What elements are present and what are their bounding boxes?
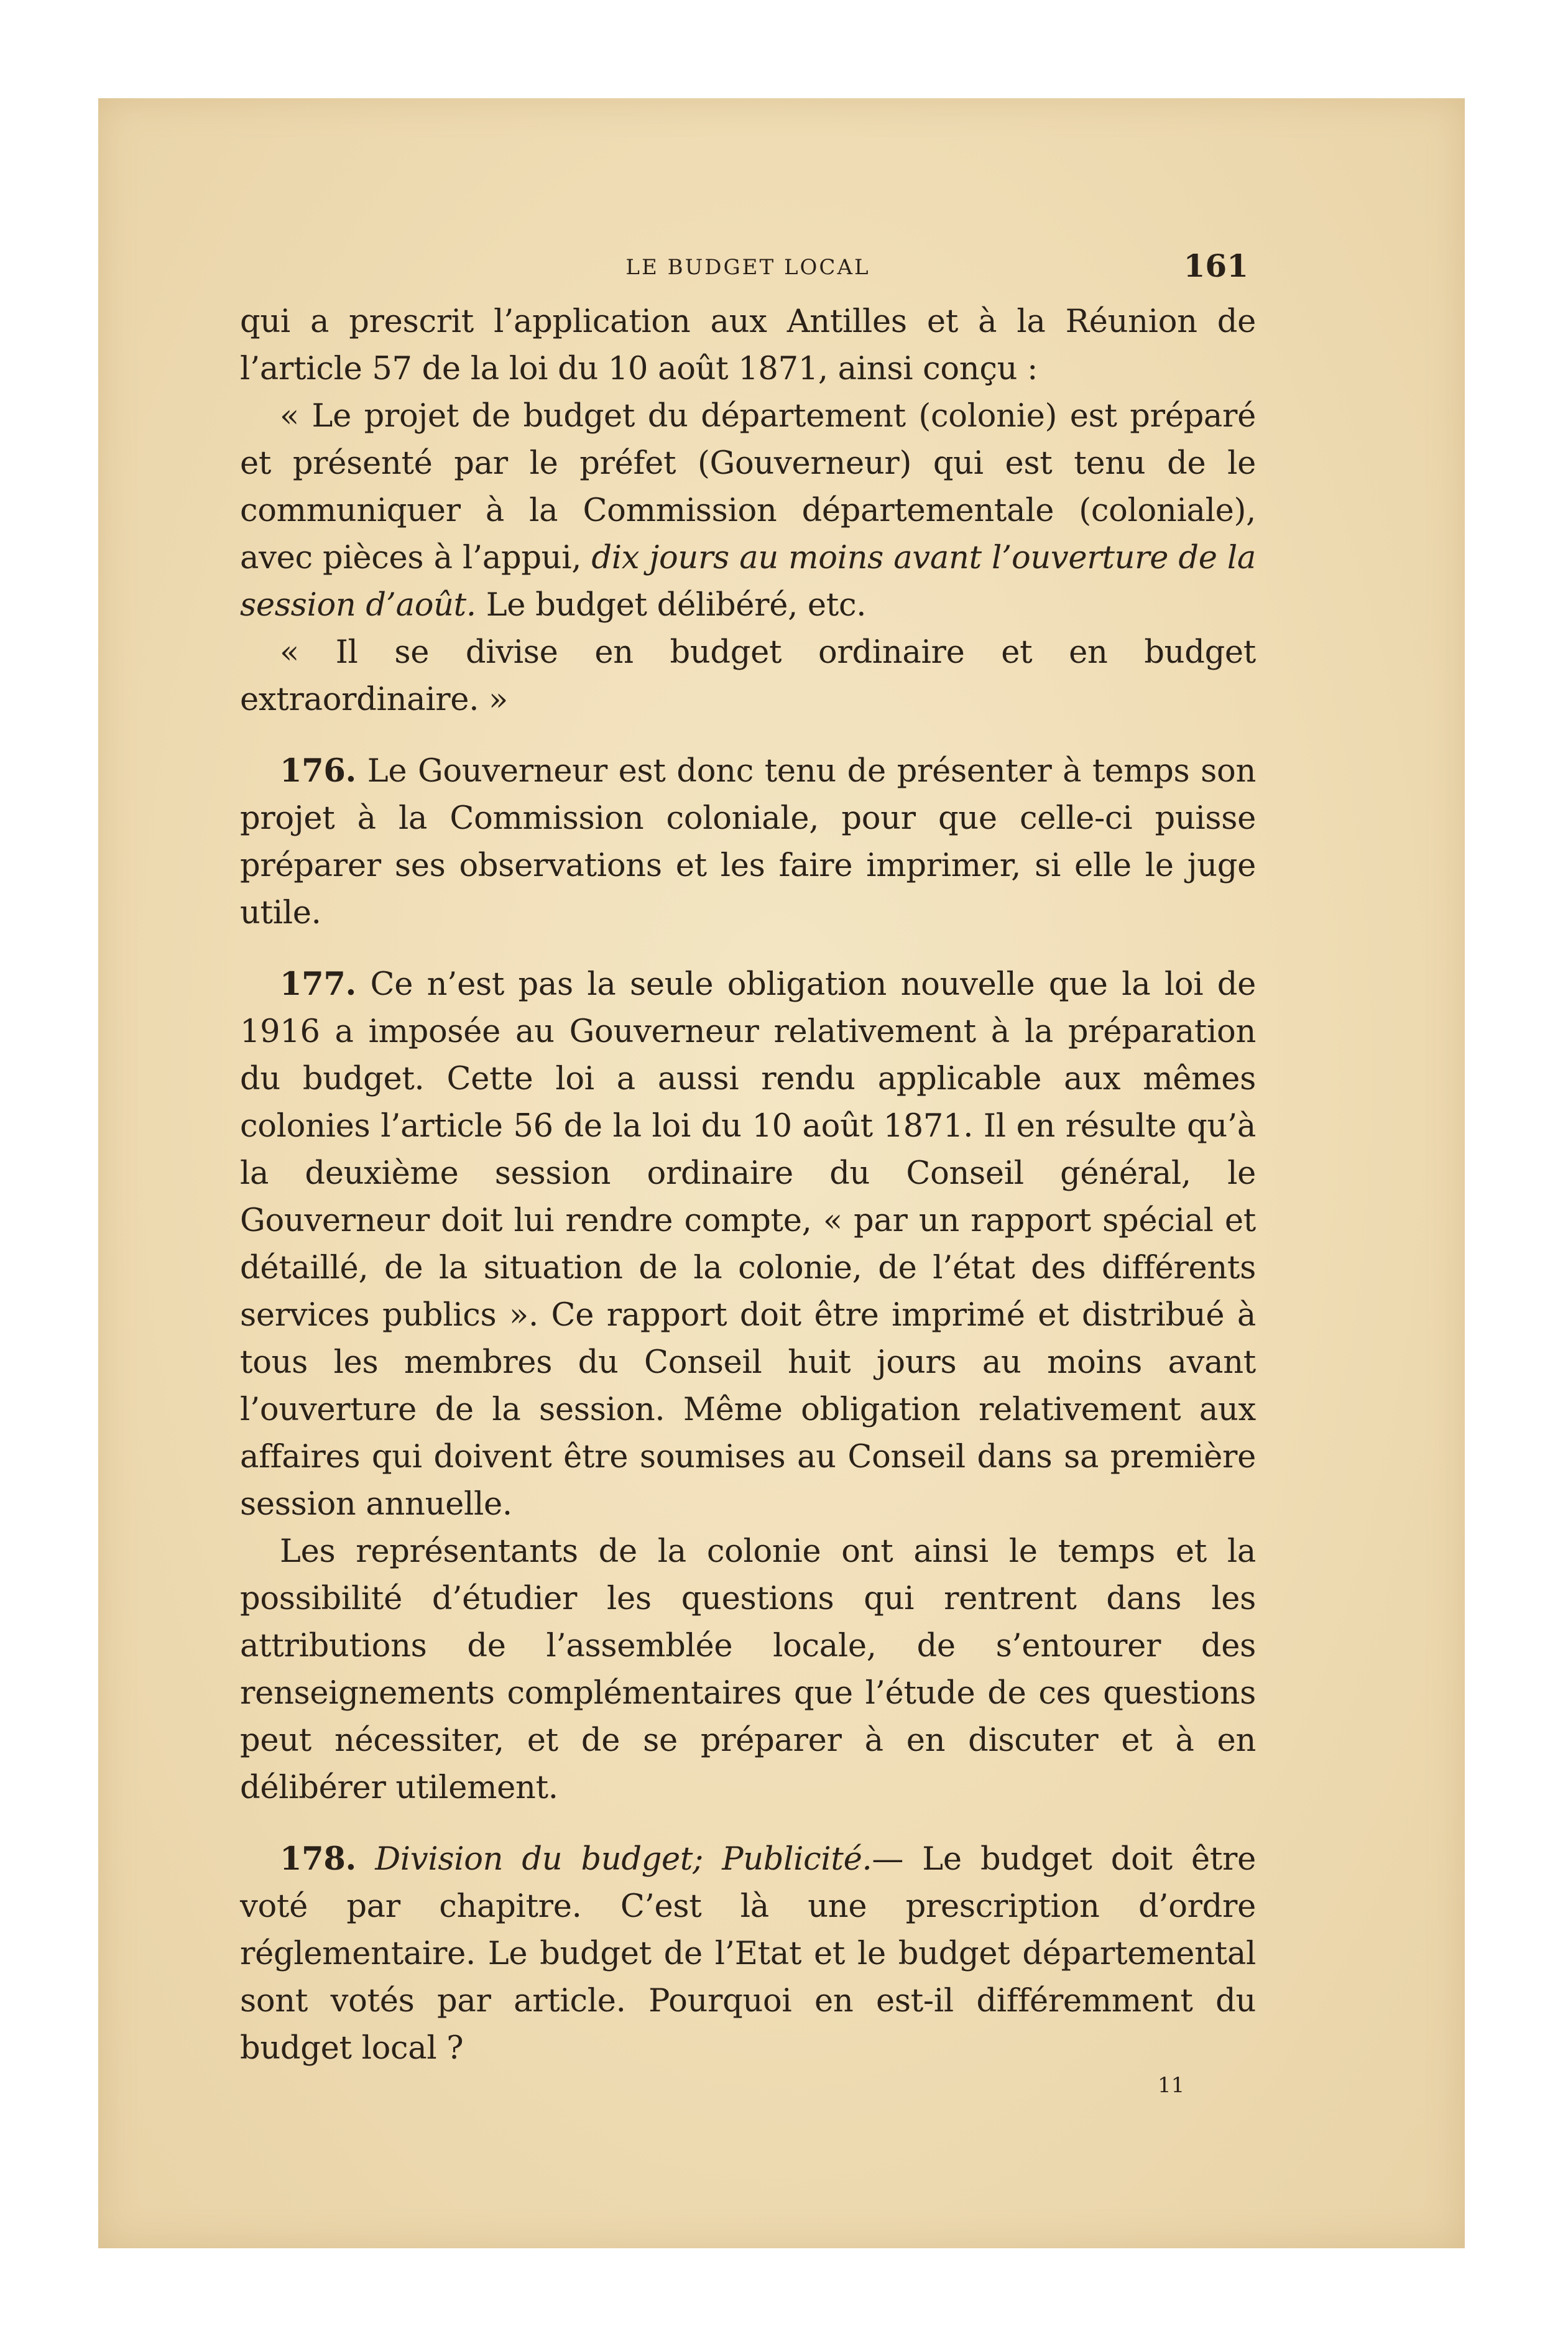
quoted-article-paragraph <box>240 393 1256 629</box>
quote-text: « Le projet de budget du département (colonie) est préparé et présenté par le préfet (Gouverneur) qui est tenu de le communiquer à la Commission départementale (coloniale), avec pièces à l’appui, <box>240 398 1256 576</box>
body-text <box>240 298 1256 2072</box>
section-text: — Le budget doit être voté par chapitre. C’est là une prescription d’ordre réglementaire. Le budget de l’Etat et le budget départemental sont votés par article. Pourquoi en est-il différemment du budget local ? <box>240 1841 1256 2067</box>
section-number: 177. <box>280 966 357 1003</box>
paragraph-representants <box>240 1528 1256 1812</box>
section-text: Ce n’est pas la seule obligation nouvelle que la loi de 1916 a imposée au Gouverneur relativement à la préparation du budget. Cette loi a aussi rendu applicable aux mêmes colonies l’article 56 de la loi du 10 août 1871. Il en résulte qu’à la deuxième session ordinaire du Conseil général, le Gouverneur doit lui rendre compte, « par un rapport spécial et détaillé, de la situation de la colonie, de l’état des différents services publics ». Ce rapport doit être imprimé et distribué à tous les membres du Conseil huit jours au moins avant l’ouverture de la session. Même obligation relativement aux affaires qui doivent être soumises au Conseil dans sa première session annuelle. <box>240 966 1256 1523</box>
quoted-article-paragraph-2 <box>240 629 1256 724</box>
section-number: 178. <box>280 1840 357 1878</box>
section-number: 176. <box>280 752 357 790</box>
quote-text: « Il se divise en budget ordinaire et en budget extraordinaire. » <box>240 634 1256 718</box>
paragraph-continuation <box>240 298 1256 393</box>
running-head <box>240 242 1256 298</box>
section-176 <box>240 747 1256 937</box>
section-text: Le Gouverneur est donc tenu de présenter à temps son projet à la Commission coloniale, pour que celle-ci puisse préparer ses observations et les faire imprimer, si elle le juge utile. <box>240 753 1256 931</box>
paragraph-text: qui a prescrit l’application aux Antilles et à la Réunion de l’article 57 de la loi du 10 août 1871, ainsi conçu : <box>240 303 1256 387</box>
quote-emphasis: dix jours au moins avant l’ouverture de la session d’août. <box>240 540 1256 624</box>
running-title: LE BUDGET LOCAL <box>625 255 870 280</box>
text-block <box>240 242 1256 2072</box>
paragraph-text: Les représentants de la colonie ont ainsi le temps et la possibilité d’étudier les questions qui rentrent dans les attributions de l’assemblée locale, de s’entourer des renseignements complémentaires que l’étude de ces questions peut nécessiter, et de se préparer à en discuter et à en délibérer utilement. <box>240 1533 1256 1806</box>
section-heading: Division du budget; Publicité. <box>356 1841 872 1878</box>
section-178 <box>240 1835 1256 2072</box>
signature-mark: 11 <box>1158 2073 1185 2098</box>
section-177 <box>240 961 1256 1528</box>
page-number: 161 <box>1183 247 1248 284</box>
quote-text-end: Le budget délibéré, etc. <box>476 587 867 624</box>
